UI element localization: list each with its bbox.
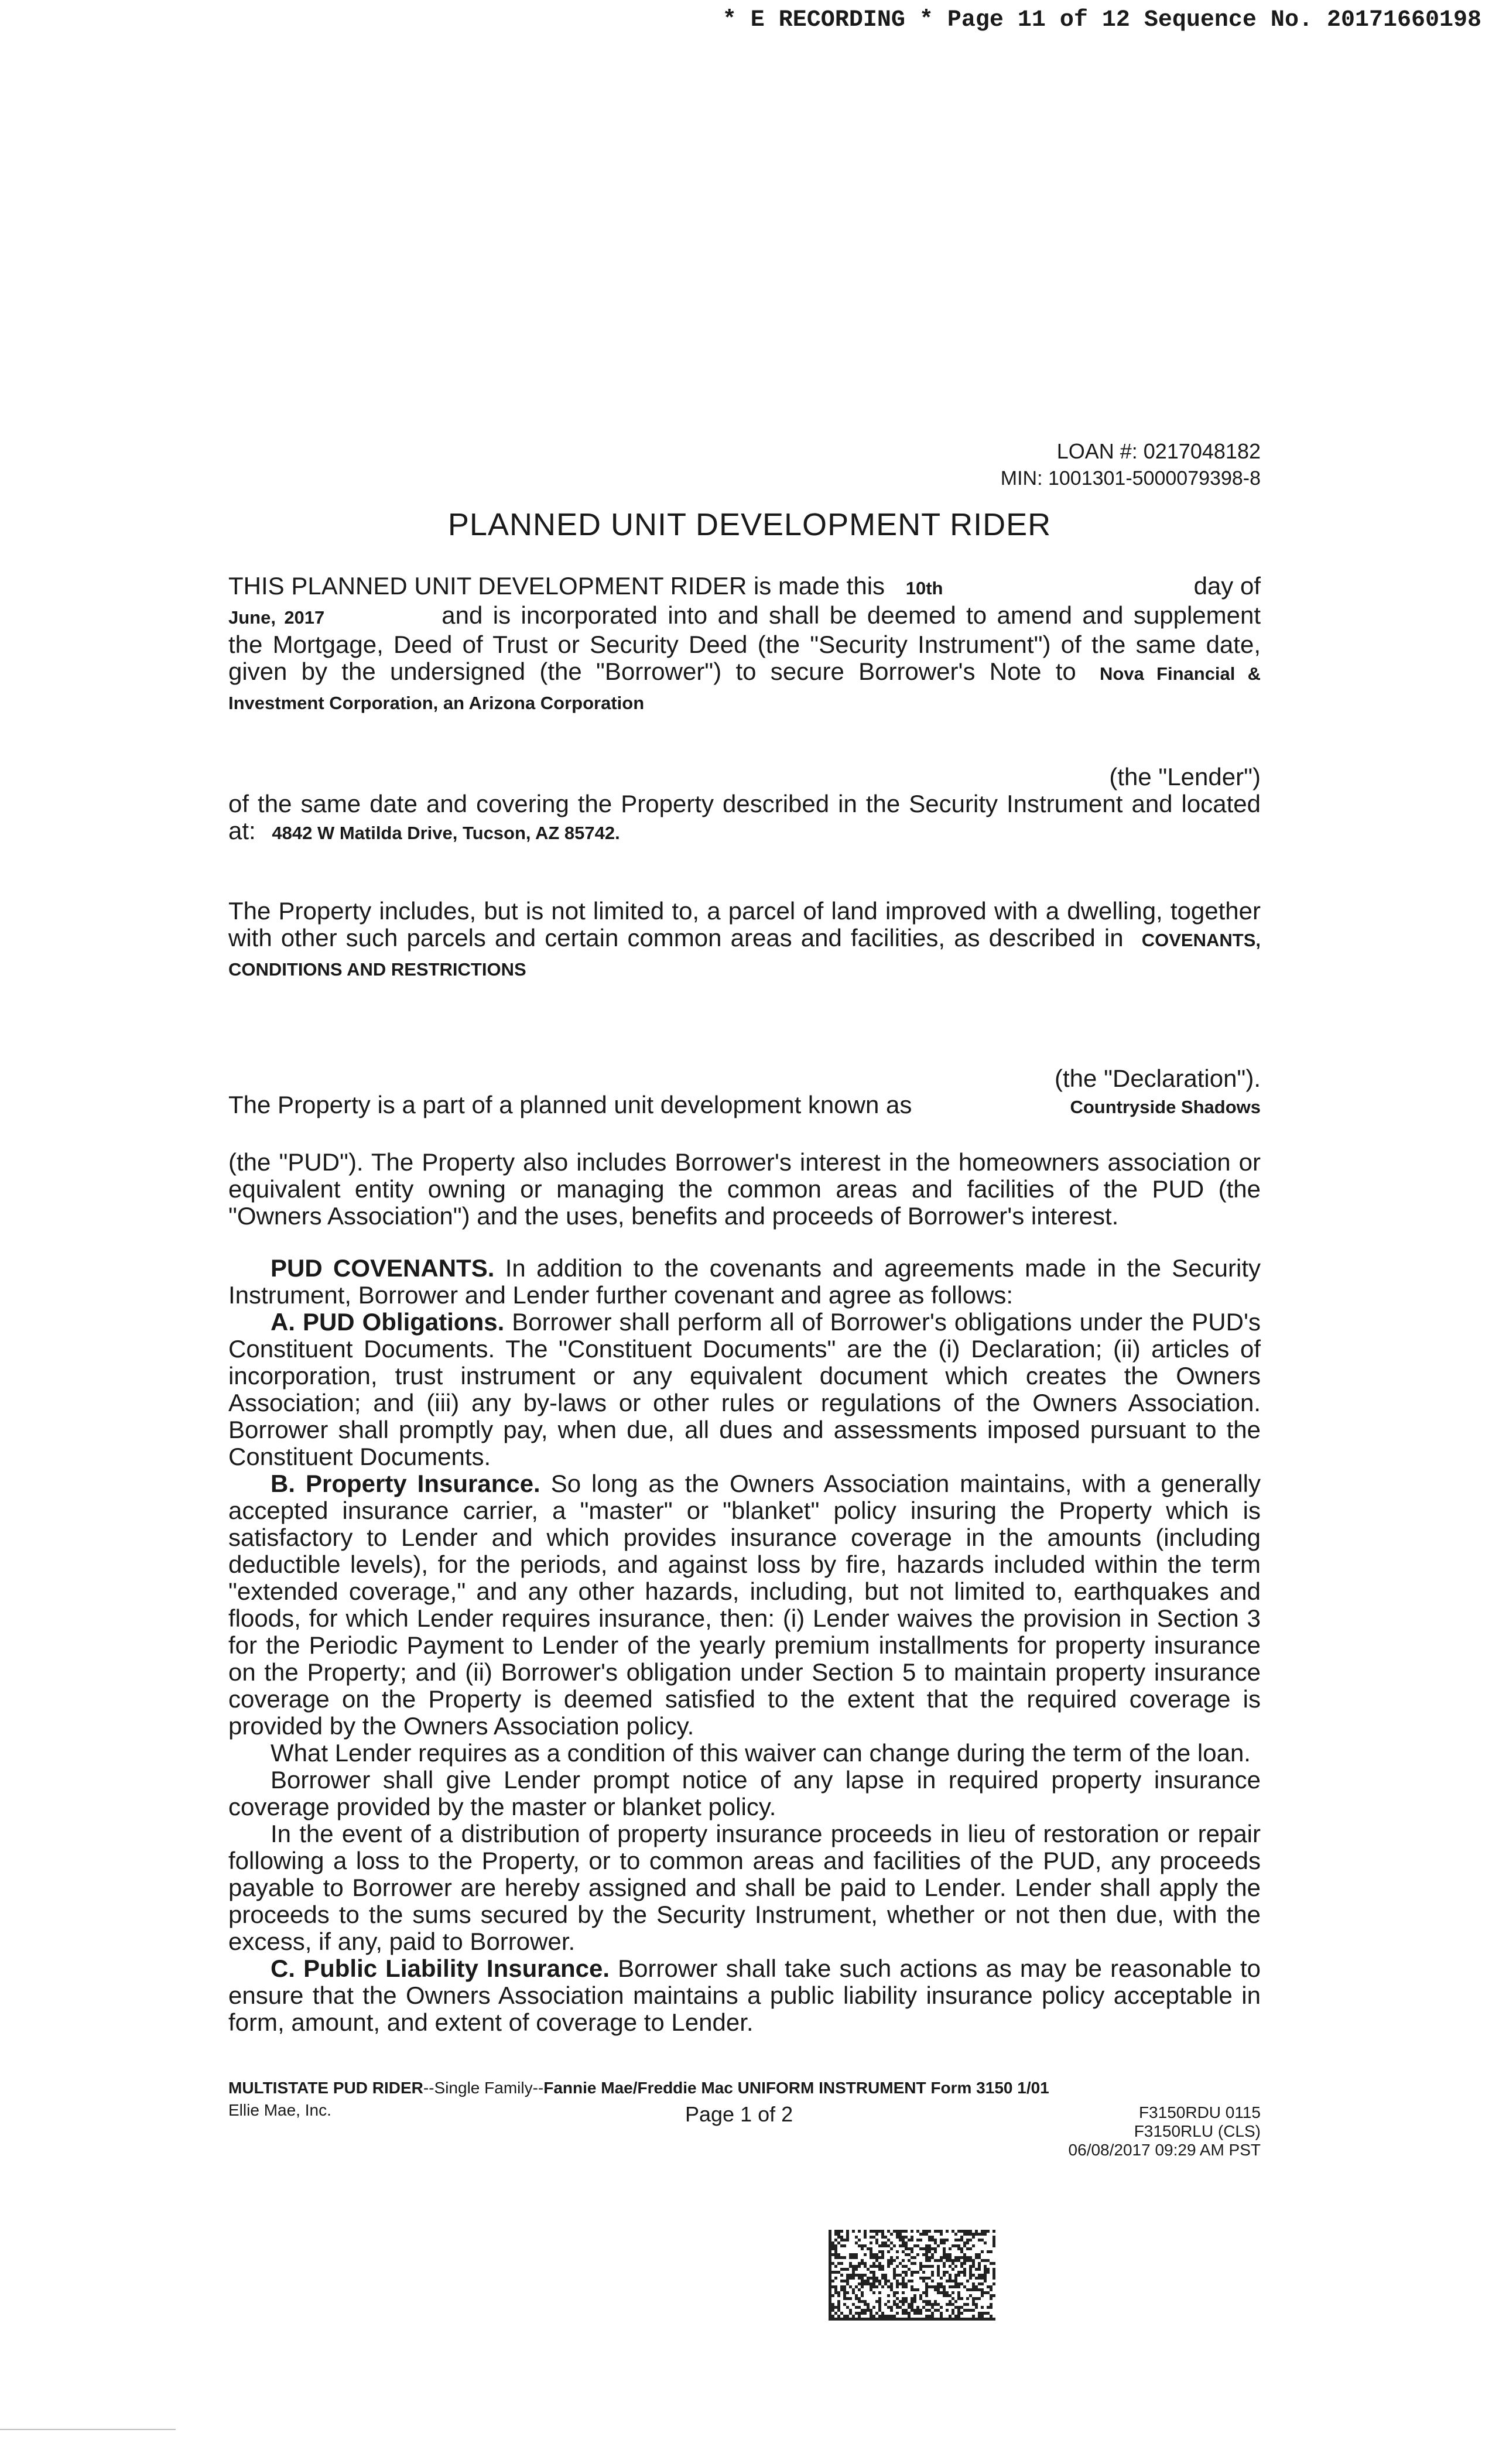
form-title-dash: --Single Family--	[423, 2079, 544, 2097]
barcode-image	[829, 2230, 995, 2321]
form-timestamp: 06/08/2017 09:29 AM PST	[1068, 2141, 1261, 2159]
covenants-intro: In addition to the covenants and agreements made in the Security Instrument, Borrower and Lender further covenant and agree as follows:	[228, 1254, 1261, 1309]
section-b-notice: Borrower shall give Lender prompt notice of any lapse in required property insurance coverage provided by the master or blanket policy.	[228, 1766, 1261, 1820]
month-year-value: June, 2017	[228, 607, 325, 628]
pud-name: Countryside Shadows	[1070, 1097, 1261, 1117]
pud-known-as-text: The Property is a part of a planned unit development known as	[228, 1091, 912, 1118]
covenants-heading: PUD COVENANTS.	[271, 1254, 495, 1282]
location-text: of the same date and covering the Property described in the Security Instrument and located at:	[228, 790, 1261, 844]
form-title-b: Fannie Mae/Freddie Mac UNIFORM INSTRUMENT Form 3150 1/01	[543, 2079, 1049, 2097]
section-b-text: So long as the Owners Association maintains, with a generally accepted insurance carrier, a "master" or "blanket" policy insuring the Property which is satisfactory to Lender and which provides insurance coverage in the amounts (including deductible levels), for the periods, and against loss by fire, hazards included within the term "extended coverage," and any other hazards, including, but not limited to, earthquakes and floods, for which Lender requires insurance, then: (i) Lender waives the provision in Section 3 for the Periodic Payment to Lender of the yearly premium installments for property insurance on the Property; and (ii) Borrower's obligation under Section 5 to maintain property insurance coverage on the Property is deemed satisfied to the extent that the required coverage is provided by the Owners Association policy.	[228, 1470, 1261, 1740]
property-paragraph	[228, 898, 1261, 983]
section-b-waiver: What Lender requires as a condition of this waiver can change during the term of the loan.	[271, 1739, 1251, 1767]
section-b-heading: B. Property Insurance.	[271, 1470, 540, 1497]
section-a-text: Borrower shall perform all of Borrower's obligations under the PUD's Constituent Documents. The "Constituent Documents" are the (i) Declaration; (ii) articles of incorporation, trust instrument or any equivalent document which creates the Owners Association; and (iii) any by-laws or other rules or regulations of the Owners Association. Borrower shall promptly pay, when due, all dues and assessments imposed pursuant to the Constituent Documents.	[228, 1308, 1261, 1470]
section-a-heading: A. PUD Obligations.	[271, 1308, 505, 1336]
page-number: Page 1 of 2	[685, 2102, 793, 2126]
lender-name: Nova Financial & Investment Corporation, an Arizona Corporation	[228, 663, 1261, 713]
form-title-a: MULTISTATE PUD RIDER	[228, 2079, 423, 2097]
form-code-1: F3150RDU 0115	[1138, 2103, 1261, 2121]
section-c-text: Borrower shall take such actions as may be reasonable to ensure that the Owners Association maintains a public liability insurance policy acceptable in form, amount, and extent of coverage to Lender.	[228, 1955, 1261, 2036]
intro-paragraph	[228, 573, 1261, 717]
loan-number: LOAN #: 0217048182	[1056, 439, 1261, 463]
day-value: 10th	[905, 578, 943, 598]
declaration-name: COVENANTS, CONDITIONS AND RESTRICTIONS	[228, 930, 1261, 980]
form-footer	[228, 2079, 1261, 2097]
section-c-heading: C. Public Liability Insurance.	[271, 1955, 610, 1982]
pud-known-as-line	[228, 1091, 1261, 1121]
intro-text-c: and is incorporated into and shall be deemed to amend and supplement the Mortgage, Deed of Trust or Security Deed (the "Security Instrument") of the same date, given by the undersigned (the "Borrower") to secure Borrower's Note to	[228, 601, 1261, 685]
property-text: The Property includes, but is not limited to, a parcel of land improved with a dwelling, together with other such parcels and certain common areas and facilities, as described in	[228, 897, 1261, 952]
declaration-label: (the "Declaration").	[1055, 1065, 1261, 1092]
location-paragraph	[228, 790, 1261, 847]
company-name: Ellie Mae, Inc.	[228, 2101, 331, 2119]
section-b-proceeds: In the event of a distribution of property insurance proceeds in lieu of restoration or repair following a loss to the Property, or to common areas and facilities of the PUD, any proceeds payable to Borrower are hereby assigned and shall be paid to Lender. Lender shall apply the proceeds to the sums secured by the Security Instrument, whether or not then due, with the excess, if any, paid to Borrower.	[228, 1820, 1261, 1955]
lender-label: (the "Lender")	[1109, 763, 1261, 790]
form-code-2: F3150RLU (CLS)	[1134, 2122, 1261, 2140]
pud-text: (the "PUD"). The Property also includes Borrower's interest in the homeowners association or equivalent entity owning or managing the common areas and facilities of the PUD (the "Owners Association") and the uses, benefits and proceeds of Borrower's interest.	[228, 1148, 1261, 1230]
pud-paragraph	[228, 1149, 1261, 1230]
intro-text-a: THIS PLANNED UNIT DEVELOPMENT RIDER is made this	[228, 572, 885, 600]
covenants-section	[228, 1255, 1261, 2036]
intro-text-b: day of	[1193, 572, 1261, 600]
scan-edge-line	[0, 2429, 176, 2430]
recording-header: * E RECORDING * Page 11 of 12 Sequence No. 20171660198	[722, 7, 1481, 33]
min-number: MIN: 1001301-5000079398-8	[1000, 467, 1261, 490]
property-address: 4842 W Matilda Drive, Tucson, AZ 85742.	[272, 823, 620, 843]
page-title: PLANNED UNIT DEVELOPMENT RIDER	[447, 507, 1052, 542]
